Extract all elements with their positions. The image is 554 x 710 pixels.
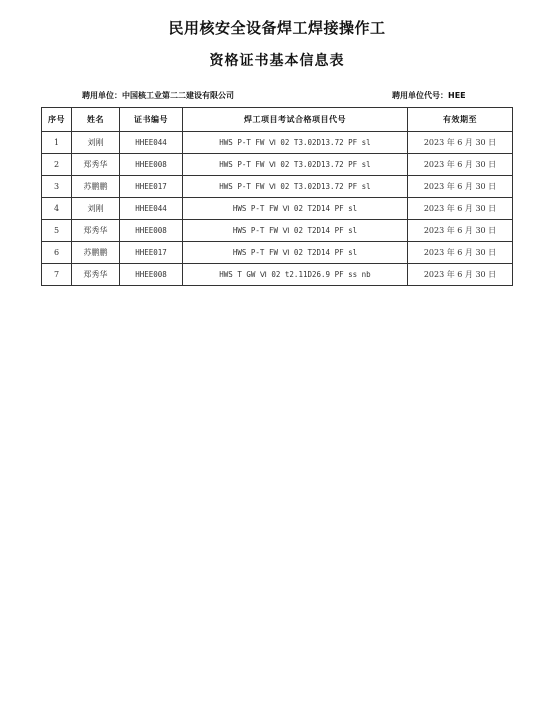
cell-item: HWS P-T FW Ⅵ 02 T3.02D13.72 PF sl (183, 176, 408, 198)
cell-cert: HHEE008 (120, 220, 183, 242)
cell-valid: 2023 年 6 月 30 日 (408, 154, 513, 176)
header-cert: 证书编号 (120, 108, 183, 132)
table-row (42, 176, 513, 198)
cell-name: 刘刚 (72, 132, 120, 154)
cell-item: HWS T GW Ⅵ 02 t2.11D26.9 PF ss nb (183, 264, 408, 286)
cell-item: HWS P-T FW Ⅵ 02 T3.02D13.72 PF sl (183, 154, 408, 176)
cell-name: 刘刚 (72, 198, 120, 220)
cell-name: 郑秀华 (72, 154, 120, 176)
table-row (42, 242, 513, 264)
document-subtitle: 资格证书基本信息表 (209, 53, 345, 69)
table-row (42, 154, 513, 176)
cell-cert: HHEE017 (120, 176, 183, 198)
cell-cert: HHEE017 (120, 242, 183, 264)
cell-name: 苏鹏鹏 (72, 242, 120, 264)
cell-item: HWS P-T FW Ⅵ 02 T2D14 PF sl (183, 198, 408, 220)
cell-valid: 2023 年 6 月 30 日 (408, 176, 513, 198)
cell-item: HWS P-T FW Ⅵ 02 T2D14 PF sl (183, 220, 408, 242)
table-row (42, 132, 513, 154)
cell-no: 3 (42, 176, 72, 198)
table-row (42, 220, 513, 242)
cell-name: 郑秀华 (72, 220, 120, 242)
cell-valid: 2023 年 6 月 30 日 (408, 242, 513, 264)
cell-no: 6 (42, 242, 72, 264)
cell-no: 5 (42, 220, 72, 242)
cell-valid: 2023 年 6 月 30 日 (408, 220, 513, 242)
cell-cert: HHEE044 (120, 132, 183, 154)
table-header-row (42, 108, 513, 132)
cell-cert: HHEE044 (120, 198, 183, 220)
cell-valid: 2023 年 6 月 30 日 (408, 264, 513, 286)
cell-no: 2 (42, 154, 72, 176)
cell-cert: HHEE008 (120, 264, 183, 286)
cell-item: HWS P-T FW Ⅵ 02 T3.02D13.72 PF sl (183, 132, 408, 154)
cell-no: 1 (42, 132, 72, 154)
cell-no: 4 (42, 198, 72, 220)
cell-cert: HHEE008 (120, 154, 183, 176)
document-title: 民用核安全设备焊工焊接操作工 (168, 19, 386, 37)
employer-label: 聘用单位：中国核工业第二二建设有限公司 (82, 91, 234, 100)
header-no: 序号 (42, 108, 72, 132)
cell-item: HWS P-T FW Ⅵ 02 T2D14 PF sl (183, 242, 408, 264)
table-row (42, 264, 513, 286)
certificate-table (41, 107, 513, 286)
cell-valid: 2023 年 6 月 30 日 (408, 198, 513, 220)
table-row (42, 198, 513, 220)
cell-name: 苏鹏鹏 (72, 176, 120, 198)
header-item: 焊工项目考试合格项目代号 (183, 108, 408, 132)
cell-name: 郑秀华 (72, 264, 120, 286)
cell-valid: 2023 年 6 月 30 日 (408, 132, 513, 154)
header-name: 姓名 (72, 108, 120, 132)
header-valid: 有效期至 (408, 108, 513, 132)
employer-code-label: 聘用单位代号：HEE (392, 91, 466, 100)
cell-no: 7 (42, 264, 72, 286)
